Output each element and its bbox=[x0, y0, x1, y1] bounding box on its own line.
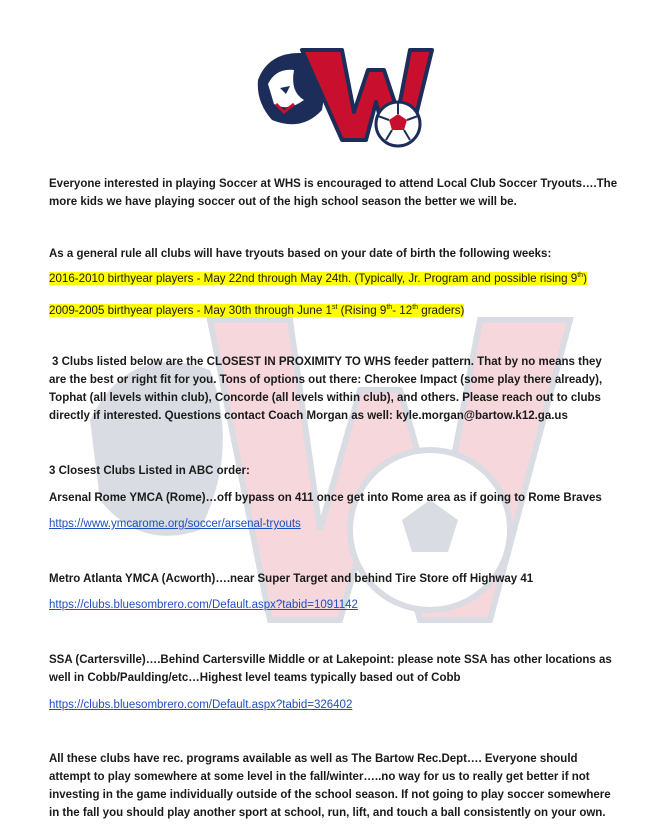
tryout-week-2-text-b: (Rising 9 bbox=[337, 304, 387, 317]
tryout-week-2-text-d: graders) bbox=[418, 304, 465, 317]
superscript: th bbox=[577, 272, 584, 280]
club-3-link-line bbox=[49, 696, 619, 714]
club-2-link-line bbox=[49, 596, 619, 614]
tryout-week-1-text: 2016-2010 birthyear players - May 22nd through May 24th. (Typically, Jr. Program and possible rising 9 bbox=[49, 272, 578, 285]
tryout-week-1 bbox=[49, 270, 619, 288]
general-rule-paragraph: As a general rule all clubs will have tryouts based on your date of birth the following weeks: bbox=[49, 248, 552, 260]
tryout-week-2-highlight bbox=[49, 304, 464, 317]
club-3-link[interactable]: https://clubs.bluesombrero.com/Default.aspx?tabid=326402 bbox=[49, 699, 353, 711]
tryout-week-1-text-end: ) bbox=[583, 272, 587, 285]
club-1-description: Arsenal Rome YMCA (Rome)…off bypass on 411 once get into Rome area as if going to Rome Braves bbox=[49, 492, 602, 504]
club-1-link-line bbox=[49, 515, 619, 533]
clubs-heading: 3 Closest Clubs Listed in ABC order: bbox=[49, 465, 250, 477]
tryout-week-2-text: 2009-2005 birthyear players - May 30th through June 1 bbox=[49, 304, 332, 317]
club-1-link[interactable]: https://www.ymcarome.org/soccer/arsenal-tryouts bbox=[49, 518, 301, 530]
superscript: st bbox=[331, 304, 338, 312]
superscript: th bbox=[386, 304, 393, 312]
closing-paragraph: All these clubs have rec. programs available as well as The Bartow Rec.Dept…. Everyone should attempt to play somewhere at some level in the fall/winter…..no way for us to really get better if not investing in the game individually outside of the school season. If not going to play soccer somewhere in the fall you should play another sport at school, run, lift, and touch a ball consistently on your own. bbox=[49, 753, 611, 819]
tryout-week-2-text-c: - 12 bbox=[392, 304, 413, 317]
tryout-week-2 bbox=[49, 302, 619, 320]
intro-paragraph: Everyone interested in playing Soccer at WHS is encouraged to attend Local Club Soccer Tryouts….The more kids we have playing soccer out of the high school season the better we will be. bbox=[49, 178, 618, 208]
club-2-link[interactable]: https://clubs.bluesombrero.com/Default.aspx?tabid=1091142 bbox=[49, 599, 358, 611]
whs-wildcat-w-logo bbox=[250, 40, 435, 150]
club-3-description: SSA (Cartersville)….Behind Cartersville Middle or at Lakepoint: please note SSA has other locations as well in Cobb/Paulding/etc…Highest level teams typically based out of Cobb bbox=[49, 654, 612, 684]
club-2-description: Metro Atlanta YMCA (Acworth)….near Super Target and behind Tire Store off Highway 41 bbox=[49, 573, 534, 585]
tryout-week-1-highlight bbox=[49, 272, 587, 285]
clubs-info-paragraph: 3 Clubs listed below are the CLOSEST IN PROXIMITY TO WHS feeder pattern. That by no means they are the best or right fit for you. Tons of options out there: Cherokee Impact (some play there already), Tophat (all levels within club), Concorde (all levels within club), and others. Please reach out to clubs directly if interested. Questions contact Coach Morgan as well: kyle.morgan@bartow.k12.ga.us bbox=[49, 356, 603, 422]
superscript: th bbox=[412, 304, 419, 312]
